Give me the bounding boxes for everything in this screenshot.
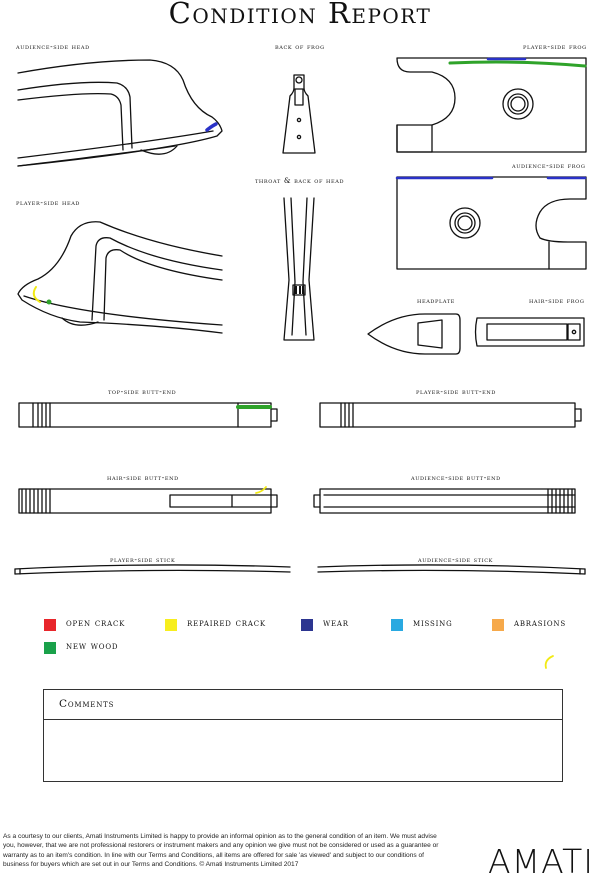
- audience-side-head-drawing: [18, 60, 222, 166]
- repaired-crack-swatch: [165, 619, 177, 631]
- player-side-frog-label: player-side frog: [523, 42, 587, 51]
- legend-label: wear: [323, 618, 349, 629]
- hair-side-butt-end-label: hair-side butt-end: [107, 473, 179, 482]
- top-side-butt-end-label: top-side butt-end: [108, 387, 177, 396]
- player-side-frog-drawing: [397, 58, 586, 152]
- wear-swatch: [301, 619, 313, 631]
- audience-side-stick-drawing: [318, 565, 585, 574]
- throat-detail: [295, 286, 304, 294]
- player-side-stick-label: player-side stick: [110, 555, 176, 564]
- audience-side-stick-label: audience-side stick: [418, 555, 493, 564]
- hair-side-frog-label: hair-side frog: [529, 296, 585, 305]
- new-wood-swatch: [44, 642, 56, 654]
- missing-swatch: [391, 619, 403, 631]
- audience-side-butt-end-drawing: [314, 489, 575, 513]
- audience-side-head-wear-mark: [207, 124, 216, 130]
- player-side-butt-end-label: player-side butt-end: [416, 387, 497, 396]
- comments-box: [43, 689, 563, 782]
- audience-side-head-label: audience-side head: [16, 42, 90, 51]
- player-side-head-drawing: [18, 222, 222, 333]
- comments-title: Comments: [59, 698, 115, 710]
- player-side-head-new-wood-mark: [47, 300, 52, 305]
- comments-header: [44, 690, 562, 720]
- hair-side-butt-end-repaired-crack-mark: [256, 487, 266, 493]
- brand-logo: AMATI: [488, 842, 594, 881]
- legend-label: repaired crack: [187, 618, 266, 629]
- comments-field[interactable]: [44, 720, 562, 782]
- audience-side-frog-label: audience-side frog: [512, 161, 586, 170]
- legend-label: abrasions: [514, 618, 566, 629]
- headplate-label: headplate: [417, 296, 456, 305]
- throat-back-of-head-label: throat & back of head: [255, 176, 345, 185]
- audience-side-butt-end-label: audience-side butt-end: [411, 473, 501, 482]
- player-side-butt-end-drawing: [320, 403, 581, 427]
- audience-side-frog-drawing: [397, 177, 586, 269]
- open-crack-swatch: [44, 619, 56, 631]
- page-title: Condition Report: [168, 0, 432, 30]
- disclaimer-text: As a courtesy to our clients, Amati Instruments Limited is happy to provide an informal opinion as to the general condition of an item. We must advise you, however, that we are not professional restorers or instrument makers and any opinion we give must not be considered or used as a guarantee or warranty as to an item's condition. In line with our Terms and Conditions, all items are offered for sale 'as viewed' and subject to our conditions of business for buyers which are set out in our Terms and Conditions. © Amati Instruments Limited 2017: [3, 833, 439, 868]
- legend-label: missing: [413, 618, 453, 629]
- player-side-frog-new-wood-mark: [450, 62, 585, 66]
- back-of-frog-drawing: [283, 75, 315, 153]
- headplate-drawing: [368, 314, 460, 354]
- abrasions-swatch: [492, 619, 504, 631]
- back-of-frog-label: back of frog: [275, 42, 325, 51]
- repaired-crack-stray-mark: [546, 656, 553, 668]
- legend-label: new wood: [66, 641, 119, 652]
- player-side-stick-drawing: [15, 565, 290, 574]
- throat-back-of-head-drawing: [284, 198, 314, 340]
- hair-side-butt-end-drawing: [19, 489, 277, 513]
- hair-side-frog-drawing: [476, 318, 585, 346]
- player-side-head-label: player-side head: [16, 198, 81, 207]
- legend-label: open crack: [66, 618, 126, 629]
